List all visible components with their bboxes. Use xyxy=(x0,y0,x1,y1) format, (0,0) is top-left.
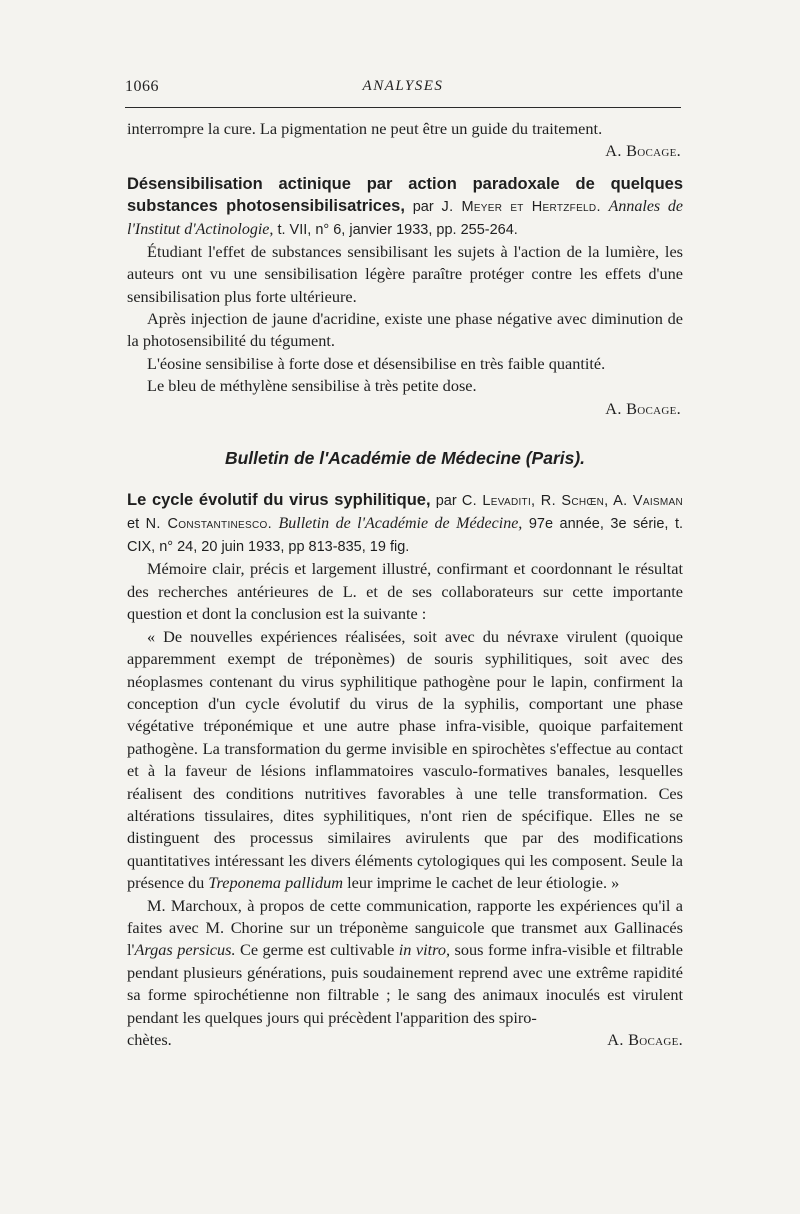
article-authors: N. Constantinesco. xyxy=(145,516,272,533)
in-vitro-term: in vitro, xyxy=(398,940,451,960)
article-title: Le cycle évolutif du virus syphilitique, xyxy=(127,491,431,510)
quote-text-end: leur imprime le cachet de leur étiologie. » xyxy=(347,873,620,893)
article-citation: t. VII, n° 6, janvier 1933, pp. 255-264. xyxy=(277,221,518,238)
article-title: Désensibilisation actinique par action paradoxale de quelques substances photosensibilisatrices, xyxy=(127,174,683,215)
species-name: Argas persicus. xyxy=(134,940,236,960)
paragraph-text: Ce germe est cultivable xyxy=(239,940,395,960)
article-paragraph: Étudiant l'effet de substances sensibilisant les sujets à l'action de la lumière, les auteurs ont vu une sensibilisation légère paraître protéger contre les effets d'une sensibilisation plus forte ultérieure. xyxy=(127,241,683,306)
paragraph-text: M. Marchoux, à propos de cette communication, rapporte les expériences qu'il a faites avec M. Chorine sur un tréponème sanguicole que transmet aux Gallinacés l' xyxy=(127,895,683,960)
article-paragraph: Après injection de jaune d'acridine, existe une phase négative avec diminution de la photosensibilité du tégument. xyxy=(127,309,683,351)
article-journal: Bulletin de l'Académie de Médecine, xyxy=(278,515,523,533)
article-desensibilisation xyxy=(127,173,683,420)
article-last-line xyxy=(127,1029,683,1051)
signature: A. Bocage. xyxy=(607,1030,683,1049)
article-paragraph: Le bleu de méthylène sensibilise à très petite dose. xyxy=(147,376,477,396)
paragraph-text: sous forme infra-visible et filtrable pendant plusieurs générations, puis soudainement reprend avec une extrême rapidité sa forme spirochétienne non filtrable ; le sang des animaux inoculés est virulent pendant les quelques jours qui précèdent l'apparition des spiro- xyxy=(127,940,683,1027)
quote-text: « De nouvelles expériences réalisées, soit avec du névraxe virulent (quoique apparemment exempt de tréponèmes) de souris syphilitiques, soit avec des néoplasmes contenant du virus syphilitique pathogène pour le lapin, confirment la conception d'un cycle évolutif du virus de la syphilis, comportant une phase végétative tréponémique et une autre phase infra-visible, quoique parfaitement pathogène. La transformation du germe invisible en spirochètes s'effectue au contact et à la faveur de lésions inflammatoires vasculo-formatives banales, lesquelles réalisent des conditions nutritives favorables à une telle transformation. Ces altérations tissulaires, dites syphilitiques, n'ont rien de spécifique. Elles ne se distinguent des processus similaires avirulents que par des modifications quantitatives intéressant les divers éléments cytologiques qui les composent. Seule la présence du xyxy=(127,626,683,893)
article-paragraph xyxy=(127,626,683,895)
continuation-signature xyxy=(127,140,683,162)
section-heading: Bulletin de l'Académie de Médecine (Paris). xyxy=(224,448,586,469)
species-name: Treponema pallidum xyxy=(208,873,343,893)
signature: A. Bocage. xyxy=(605,398,681,418)
article-journal: Annales de l'Institut d'Actinologie, xyxy=(127,197,683,238)
continuation-text: interrompre la cure. La pigmentation ne peut être un guide du traitement. xyxy=(127,119,603,138)
article-by: par xyxy=(412,198,434,215)
article-by: par xyxy=(435,493,457,510)
page-body xyxy=(127,118,683,1051)
article-heading xyxy=(127,173,683,241)
paragraph-text: chètes. xyxy=(127,1030,172,1049)
header-rule xyxy=(125,107,681,108)
article-paragraph: Mémoire clair, précis et largement illustré, confirmant et coordonnant le résultat des recherches antérieures de L. et de ses collaborateurs sur cette importante question et dont la conclusion est la suivante : xyxy=(127,559,683,624)
article-heading xyxy=(127,489,683,558)
article-citation: 97e année, 3e série, t. CIX, n° 24, 20 juin 1933, pp 813-835, 19 fig. xyxy=(127,516,684,556)
article-signature xyxy=(127,398,683,420)
running-head: ANALYSES xyxy=(362,78,444,94)
page-header xyxy=(125,78,681,100)
article-authors: J. Meyer et Hertzfeld. xyxy=(441,198,601,215)
article-paragraph: L'éosine sensibilise à forte dose et désensibilise en très faible quantité. xyxy=(147,353,606,373)
article-authors: C. Levaditi, R. Schœn, A. Vaisman xyxy=(461,493,683,510)
article-and: et xyxy=(127,516,140,533)
article-paragraph xyxy=(127,895,683,1029)
signature: A. Bocage. xyxy=(605,141,681,161)
article-cycle-evolutif xyxy=(127,489,683,1051)
page-number: 1066 xyxy=(125,78,159,95)
